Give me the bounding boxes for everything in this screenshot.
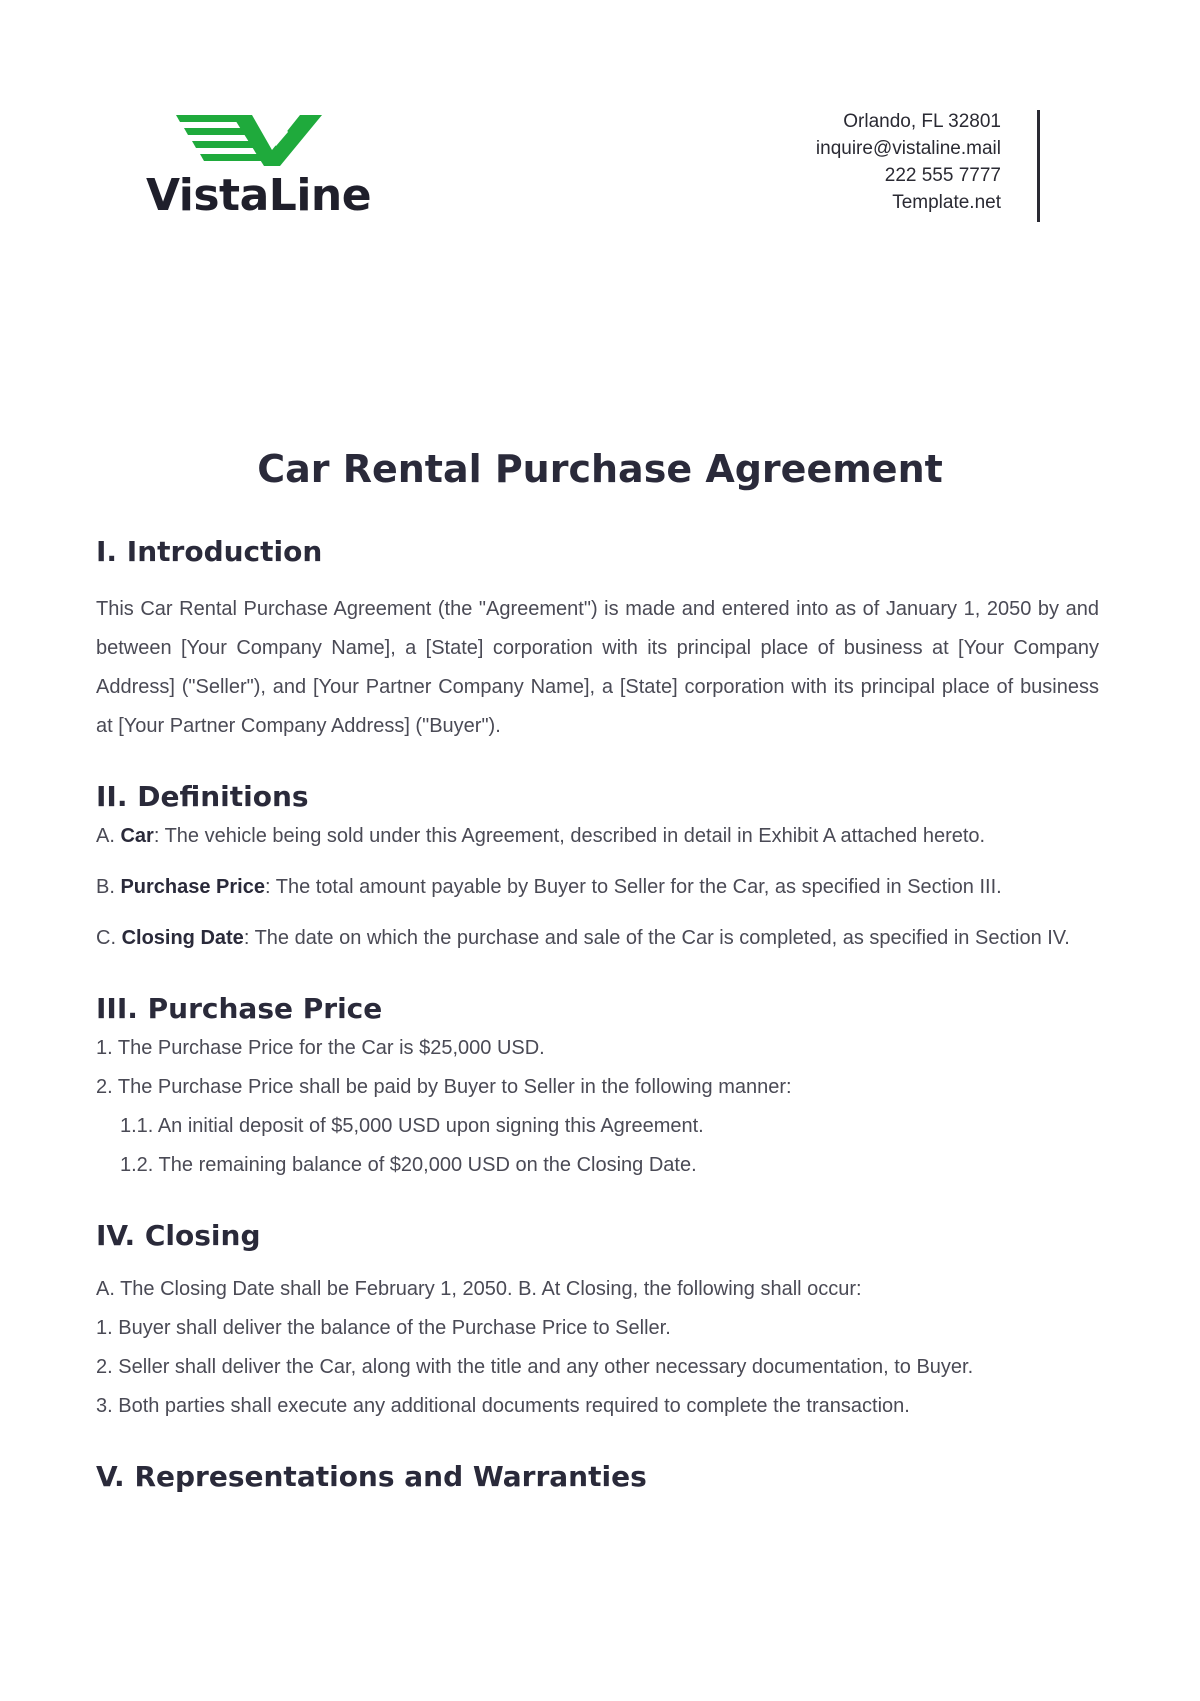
sub-list-item: 1.1. An initial deposit of $5,000 USD upon signing this Agreement. (120, 1115, 704, 1137)
section-heading-warranties: V. Representations and Warranties (96, 1460, 647, 1493)
company-logo (146, 112, 372, 232)
list-item: 1. Buyer shall deliver the balance of the Purchase Price to Seller. (96, 1317, 671, 1339)
section-heading-introduction: I. Introduction (96, 535, 323, 568)
definition-item: C. Closing Date: The date on which the purchase and sale of the Car is completed, as specified in Section IV. (96, 927, 1070, 949)
list-item: 1. The Purchase Price for the Car is $25,000 USD. (96, 1037, 545, 1059)
contact-divider (1037, 110, 1040, 222)
list-item: 2. Seller shall deliver the Car, along with the title and any other necessary documentation, to Buyer. (96, 1356, 974, 1378)
definition-item: A. Car: The vehicle being sold under this Agreement, described in detail in Exhibit A attached hereto. (96, 825, 986, 847)
sub-list-item: 1.2. The remaining balance of $20,000 USD on the Closing Date. (120, 1154, 697, 1176)
section-heading-closing: IV. Closing (96, 1219, 261, 1252)
definition-term: Closing Date (121, 927, 244, 949)
vistaline-v-icon (176, 112, 326, 168)
contact-info (816, 108, 1001, 216)
definition-term: Car (120, 825, 154, 847)
document-title: Car Rental Purchase Agreement (257, 447, 943, 491)
definition-item: B. Purchase Price: The total amount payable by Buyer to Seller for the Car, as specified in Section III. (96, 876, 1002, 898)
contact-email[interactable]: inquire@vistaline.mail (815, 138, 1001, 159)
brand-name: VistaLine (146, 170, 372, 221)
list-item: 3. Both parties shall execute any additional documents required to complete the transaction. (96, 1395, 910, 1417)
definition-term: Purchase Price (120, 876, 265, 898)
closing-lead: A. The Closing Date shall be February 1, 2050. B. At Closing, the following shall occur: (96, 1278, 862, 1300)
section-heading-definitions: II. Definitions (96, 780, 309, 813)
section-heading-purchase-price: III. Purchase Price (96, 992, 383, 1025)
introduction-paragraph: This Car Rental Purchase Agreement (the "Agreement") is made and entered into as of January 1, 2050 by and between [Your Company Name], a [State] corporation with its principal place of business at [Your Company Address] ("Seller"), and [Your Partner Company Name], a [State] corporation with its principal place of business at [Your Partner Company Address] ("Buyer"). (96, 598, 1099, 737)
list-item: 2. The Purchase Price shall be paid by Buyer to Seller in the following manner: (96, 1076, 792, 1098)
document-body (96, 532, 1099, 1497)
contact-address: Orlando, FL 32801 (843, 111, 1001, 132)
contact-website[interactable]: Template.net (892, 192, 1001, 213)
contact-phone: 222 555 7777 (884, 165, 1001, 186)
